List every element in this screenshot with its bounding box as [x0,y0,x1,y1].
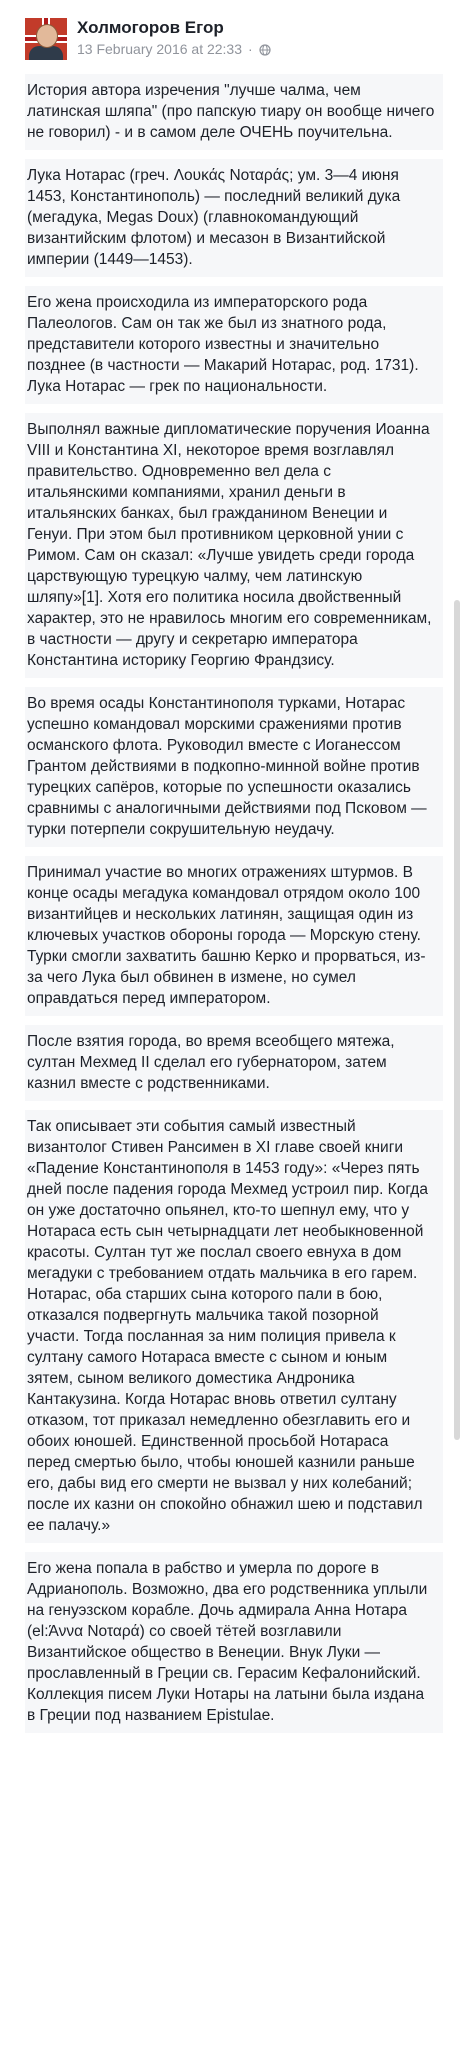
post-meta [77,41,271,57]
avatar-face [36,24,58,48]
post-paragraph: Принимал участие во многих отражениях штурмов. В конце осады мегадука командовал отрядом около 100 византийцев и нескольких латинян, защищая один из ключевых участков обороны города — Морскую стену. Турки смогли захватить башню Керко и прорваться, из-за чего Лука был обвинен в измене, но сумел оправдаться перед императором. [25,856,443,1016]
avatar[interactable] [25,18,67,60]
post-paragraph: Лука Нотарас (греч. Λουκάς Νοταράς; ум. 3—4 июня 1453, Константинополь) — последний великий дука (мегадука, Megas Doux) (главнокомандующий византийским флотом) и месазон в Византийской империи (1449—1453). [25,159,443,277]
post-paragraph: Во время осады Константинополя турками, Нотарас успешно командовал морскими сражениями против османского флота. Руководил вместе с Иоганессом Грантом действиями в подкопно-минной войне против турецких сапёров, которые по успешности оказались сравнимы с аналогичными действиями под Псковом — турки потерпели сокрушительную неудачу. [25,687,443,847]
globe-icon [259,43,271,55]
author-name[interactable]: Холмогоров Егор [77,18,224,37]
post-header [0,0,461,74]
post-paragraph: Его жена происходила из императорского рода Палеологов. Сам он так же был из знатного рода, представители которого известны и значительно позднее (в частности — Макарий Нотарас, род. 1731). Лука Нотарас — грек по национальности. [25,286,443,404]
post-paragraph: Выполнял важные дипломатические поручения Иоанна VIII и Константина XI, некоторое время возглавлял правительство. Одновременно вел дела с итальянскими компаниями, хранил деньги в итальянских банках, был гражданином Венеции и Генуи. При этом был противником церковной унии с Римом. Сам он сказал: «Лучше увидеть среди города царствующую турецкую чалму, чем латинскую шляпу»[1]. Хотя его политика носила двойственный характер, это не нравилось многим его современникам, в частности — другу и секретарю императора Константина историку Георгию Франдзису. [25,413,443,678]
avatar-shoulders [29,46,63,60]
post-date[interactable]: 13 February 2016 at 22:33 [77,41,243,57]
meta-separator: · [248,41,253,57]
post-paragraph: Так описывает эти события самый известный византолог Стивен Рансимен в XI главе своей книги «Падение Константинополя в 1453 году»: «Через пять дней после падения города Мехмед устроил пир. Когда он уже достаточно опьянел, кто-то шепнул ему, что у Нотараса есть сын четырнадцати лет необыкновенной красоты. Султан тут же послал своего евнуха в дом мегадуки с требованием отдать мальчика в его гарем. Нотарас, оба старших сына которого пали в бою, отказался подвергнуть мальчика такой позорной участи. Тогда посланная за ним полиция привела к султану самого Нотараса вместе с сыном и юным зятем, сыном великого доместика Андроника Кантакузина. Когда Нотарас вновь ответил султану отказом, тот приказал немедленно обезглавить его и обоих юношей. Единственной просьбой Нотараса перед смертью было, чтобы юношей казнили раньше его, дабы вид его смерти не вызвал у них колебаний; после их казни он спокойно обнажил шею и подставил ее палачу.» [25,1110,443,1543]
post-paragraph: История автора изречения "лучше чалма, чем латинская шляпа" (про папскую тиару он вообще ничего не говорил) - и в самом деле ОЧЕНЬ поучительна. [25,74,443,150]
post-paragraph: После взятия города, во время всеобщего мятежа, султан Мехмед II сделал его губернатором, затем казнил вместе с родственниками. [25,1025,443,1101]
post-body [25,74,443,1742]
post-paragraph: Его жена попала в рабство и умерла по дороге в Адрианополь. Возможно, два его родственника уплыли на генуэзском корабле. Дочь адмирала Анна Нотара (el:Άννα Νοταρά) со своей тётей возглавили Византийское общество в Венеции. Внук Луки — прославленный в Греции св. Герасим Кефалонийский. Коллекция писем Луки Нотары на латыни была издана в Греции под названием Epistulae. [25,1552,443,1733]
scrollbar[interactable] [453,0,461,2048]
scrollbar-thumb[interactable] [454,600,460,1440]
